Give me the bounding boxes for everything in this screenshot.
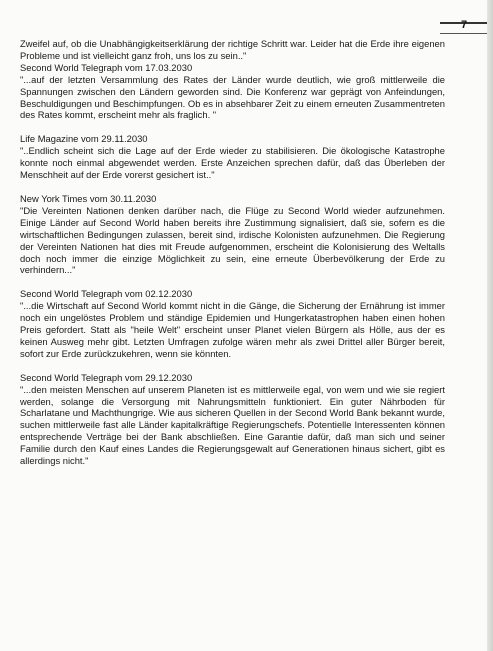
intro-paragraph: Zweifel auf, ob die Unabhängigkeitserklärung der richtige Schritt war. Leider hat die Erde ihre eigenen Probleme und ist vielleicht ganz froh, uns los zu sein.." <box>20 38 445 61</box>
article-heading: Second World Telegraph vom 29.12.2030 <box>20 371 193 383</box>
article-column <box>20 38 445 479</box>
article-text: "...auf der letzten Versammlung des Rates der Länder wurde deutlich, wie groß mittlerweile die Spannungen zwischen den Ländern geworden sind. Die Konferenz war geprägt von Anfeindungen, Beschuldigungen und Beschimpfungen. Ob es in absehbarer Zeit zu einem erneuten Zusammentreten des Rates kommt, erscheint mehr als fraglich. " <box>20 73 445 121</box>
article-5 <box>20 372 445 467</box>
article-text: "Die Vereinten Nationen denken darüber nach, die Flüge zu Second World wieder aufzunehmen. Einige Länder auf Second World haben bereits ihre Zustimmung signalisiert, daß sie, sofern es die wirtschaftlichen Bedingungen zulassen, bereit sind, irdische Kolonisten aufzunehmen. Die Regierung der Vereinten Nationen hat dies mit Freude aufgenommen, erscheint die Kolonisierung des Weltalls doch noch immer die einzige Möglichkeit zu sein, eine erneute Überbevölkerung der Erde zu verhindern..." <box>20 204 445 276</box>
article-text: "...den meisten Menschen auf unserem Planeten ist es mittlerweile egal, von wem und wie sie regiert werden, solange die Versorgung mit Nahrungsmitteln funktioniert. Ein guter Nährboden für Scharlatane und Machthungrige. Wie aus sicheren Quellen in der Second World Bank bekannt wurde, suchen mittlerweile fast alle Länder kapitalkräftige Regierungschefs. Potentielle Interessenten können entsprechende Verträge bei der Bank abschließen. Eine Garantie dafür, daß man sich und seiner Familie durch den Kauf eines Landes die Regierungsgewalt auf Generationen hinaus sichert, gibt es allerdings nicht." <box>20 383 445 467</box>
page-number: 7 <box>461 19 468 31</box>
article-heading: Second World Telegraph vom 02.12.2030 <box>20 288 193 300</box>
article-text: "..Endlich scheint sich die Lage auf der Erde wieder zu stabilisieren. Die ökologische Katastrophe konnte noch einmal abgewendet werden. Erste Anzeichen sprechen dafür, daß das Überleben der Menschheit auf der Erde vorerst gesichert ist.." <box>20 145 445 181</box>
page-edge-shadow <box>487 0 493 651</box>
article-heading: Life Magazine vom 29.11.2030 <box>20 133 148 145</box>
article-1 <box>20 62 445 122</box>
article-4 <box>20 288 445 359</box>
header-rule-bottom <box>440 33 488 34</box>
article-3 <box>20 193 445 276</box>
article-heading: New York Times vom 30.11.2030 <box>20 192 157 204</box>
article-heading: Second World Telegraph vom 17.03.2030 <box>20 61 193 73</box>
article-2 <box>20 133 445 181</box>
article-text: "...die Wirtschaft auf Second World kommt nicht in die Gänge, die Sicherung der Ernährung ist immer noch ein ungelöstes Problem und ständige Epidemien und Hungerkatastrophen haben einen hohen Preis gefordert. Statt als "heile Welt" erscheint unser Planet vielen Bürgern als Hölle, aus der es keinen Ausweg mehr gibt. Letzten Umfragen zufolge wären mehr als zwei Drittel aller Bürger bereit, sofort zur Erde zurückzukehren, wenn sie könnten. <box>20 300 445 359</box>
